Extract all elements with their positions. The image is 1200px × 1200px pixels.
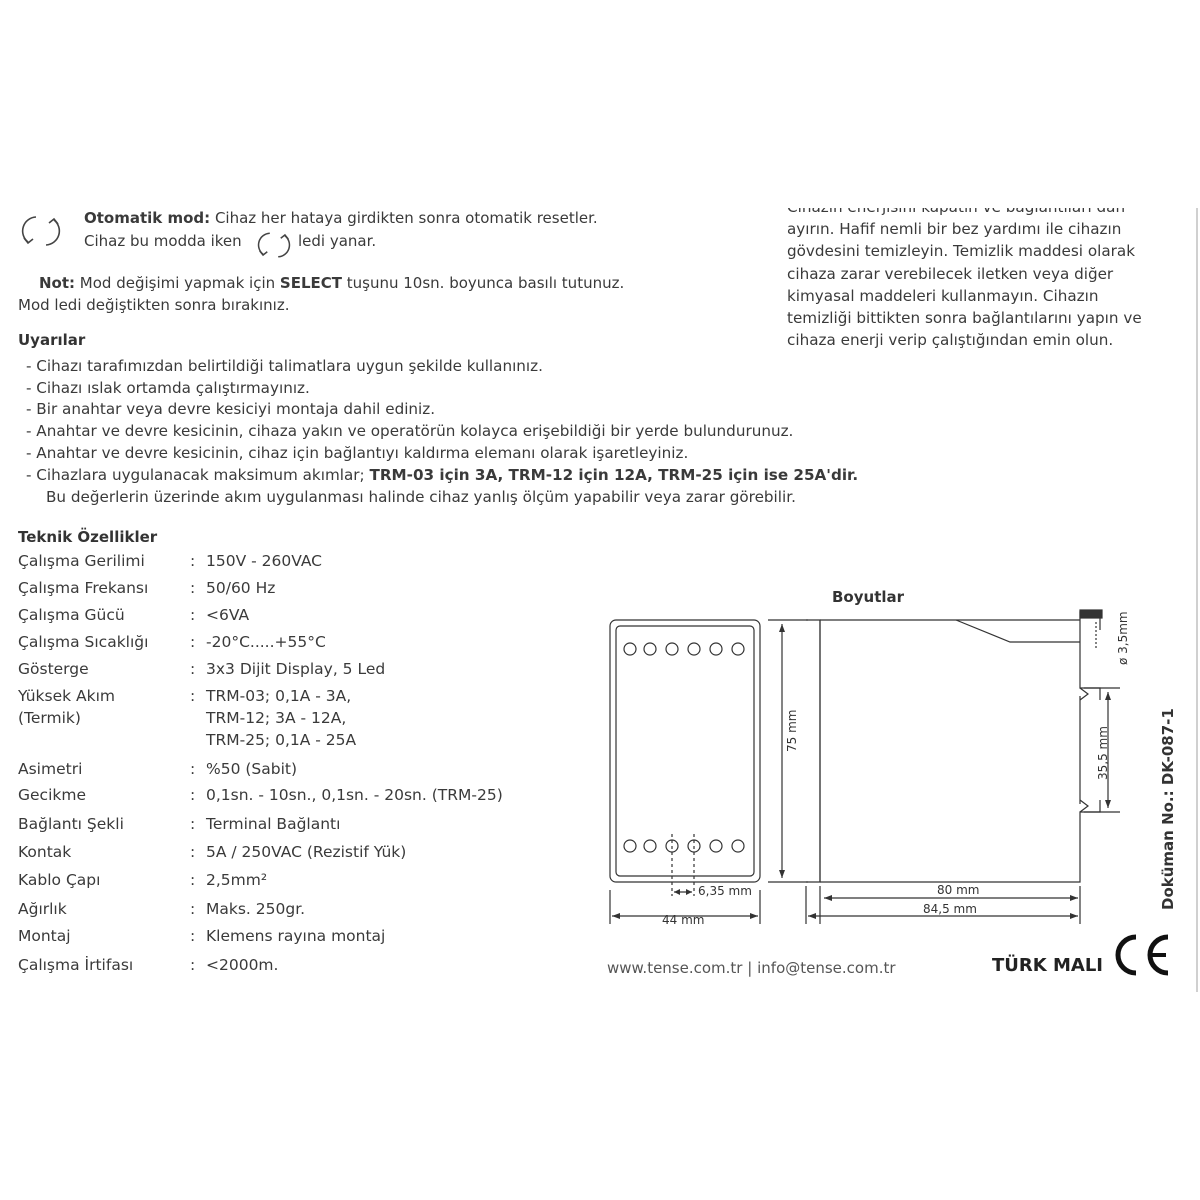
spec-colon: :	[190, 552, 196, 570]
spec-value: 0,1sn. - 10sn., 0,1sn. - 20sn. (TRM-25)	[206, 786, 503, 804]
warning-current-text: - Cihazlara uygulanacak maksimum akımlar;	[26, 466, 370, 484]
warning-item: - Anahtar ve devre kesicinin, cihaz için bağlantıyı kaldırma elemanı olarak işaretleyiniz.	[26, 444, 689, 462]
spec-colon: :	[190, 660, 196, 678]
spec-colon: :	[190, 633, 196, 651]
auto-mode-label: Otomatik mod:	[84, 209, 211, 227]
spec-value: -20°C.....+55°C	[206, 633, 326, 651]
dim-845mm: 84,5 mm	[923, 902, 977, 916]
note-select-key: SELECT	[279, 274, 342, 292]
spec-value: TRM-03; 0,1A - 3A,	[206, 687, 352, 705]
spec-value: <6VA	[206, 606, 250, 624]
dim-75mm: 75 mm	[785, 709, 799, 752]
spec-label: Çalışma Sıcaklığı	[18, 633, 149, 651]
spec-colon: :	[190, 871, 196, 889]
warning-item: - Bir anahtar veya devre kesiciyi montaja dahil ediniz.	[26, 400, 436, 418]
spec-value: Maks. 250gr.	[206, 900, 306, 918]
dimension-drawing	[600, 600, 1200, 940]
dim-44mm: 44 mm	[662, 913, 705, 927]
spec-value-line: TRM-12; 3A - 12A,	[206, 709, 347, 727]
dimensions-title: Boyutlar	[832, 588, 905, 606]
email-link[interactable]: info@tense.com.tr	[757, 959, 896, 977]
dim-35mm: ø 3,5mm	[1116, 611, 1130, 665]
spec-label: Bağlantı Şekli	[18, 815, 124, 833]
spec-colon: :	[190, 927, 196, 945]
auto-led-icon	[254, 229, 294, 261]
spec-colon: :	[190, 900, 196, 918]
spec-value: Klemens rayına montaj	[206, 927, 386, 945]
spec-label: Çalışma İrtifası	[18, 956, 134, 974]
cleaning-line: kimyasal maddeleri kullanmayın. Cihazın	[787, 287, 1099, 305]
auto-reset-icon	[18, 212, 64, 250]
warning-item: - Cihazı tarafımızdan belirtildiği talimatlara uygun şekilde kullanınız.	[26, 357, 543, 375]
note-text1b: tuşunu 10sn. boyunca basılı tutunuz.	[342, 274, 625, 292]
spec-colon: :	[190, 843, 196, 861]
spec-label: Çalışma Gerilimi	[18, 552, 145, 570]
spec-colon: :	[190, 687, 196, 705]
ce-mark-icon	[1112, 933, 1174, 977]
spec-value: 3x3 Dijit Display, 5 Led	[206, 660, 386, 678]
cleaning-line: gövdesini temizleyin. Temizlik maddesi olarak	[787, 242, 1135, 260]
spec-value: Terminal Bağlantı	[206, 815, 341, 833]
warning-item: - Cihazı ıslak ortamda çalıştırmayınız.	[26, 379, 310, 397]
spec-colon: :	[190, 786, 196, 804]
warning-item-continuation: Bu değerlerin üzerinde akım uygulanması halinde cihaz yanlış ölçüm yapabilir veya zarar görebilir.	[46, 488, 796, 506]
dim-355mm: 35,5 mm	[1096, 726, 1110, 780]
auto-mode-text2a: Cihaz bu modda iken	[84, 232, 242, 250]
dim-635mm: 6,35 mm	[698, 884, 752, 898]
footer-separator: |	[747, 959, 753, 977]
front-view-outline	[610, 620, 760, 882]
cleaning-line: temizliği bittikten sonra bağlantılarını yapın ve	[787, 309, 1142, 327]
document-number: Doküman No.: DK-087-1	[1159, 708, 1177, 910]
spec-label: Montaj	[18, 927, 71, 945]
dim-80mm: 80 mm	[937, 883, 980, 897]
warning-item: - Anahtar ve devre kesicinin, cihaza yakın ve operatörün kolayca erişebildiği bir yerde bulundurunuz.	[26, 422, 794, 440]
page-top-mask	[0, 198, 1200, 208]
note-line1	[39, 273, 624, 293]
spec-value-line: TRM-25; 0,1A - 25A	[206, 731, 357, 749]
spec-label: Çalışma Frekansı	[18, 579, 149, 597]
spec-colon: :	[190, 579, 196, 597]
footer-contact	[607, 958, 896, 978]
spec-value: <2000m.	[206, 956, 279, 974]
spec-label: Kablo Çapı	[18, 871, 101, 889]
spec-value: 50/60 Hz	[206, 579, 276, 597]
spec-colon: :	[190, 956, 196, 974]
spec-label-line2: (Termik)	[18, 709, 81, 727]
spec-colon: :	[190, 760, 196, 778]
spec-label: Gösterge	[18, 660, 89, 678]
website-link[interactable]: www.tense.com.tr	[607, 959, 743, 977]
specs-title: Teknik Özellikler	[18, 528, 158, 546]
warning-current-limits: TRM-03 için 3A, TRM-12 için 12A, TRM-25 için ise 25A'dir.	[369, 466, 859, 484]
spec-value: 2,5mm²	[206, 871, 268, 889]
spec-value: 150V - 260VAC	[206, 552, 322, 570]
spec-label: Yüksek Akım	[18, 687, 115, 705]
warnings-title: Uyarılar	[18, 331, 86, 349]
cleaning-line: ayırın. Hafif nemli bir bez yardımı ile cihazın	[787, 220, 1122, 238]
note-line2: Mod ledi değiştikten sonra bırakınız.	[18, 296, 290, 314]
spec-label: Asimetri	[18, 760, 83, 778]
spec-colon: :	[190, 606, 196, 624]
spec-label: Ağırlık	[18, 900, 67, 918]
spec-label: Gecikme	[18, 786, 86, 804]
cleaning-line: cihaza enerji verip çalıştığından emin olun.	[787, 331, 1114, 349]
note-text1a: Mod değişimi yapmak için	[75, 274, 280, 292]
spec-value: %50 (Sabit)	[206, 760, 298, 778]
auto-mode-text1: Cihaz her hataya girdikten sonra otomatik resetler.	[210, 209, 598, 227]
made-in-label: TÜRK MALI	[992, 955, 1103, 976]
spec-colon: :	[190, 815, 196, 833]
warning-item-current	[26, 466, 858, 484]
spec-value: 5A / 250VAC (Rezistif Yük)	[206, 843, 407, 861]
auto-mode-line1	[84, 208, 598, 228]
spec-label: Kontak	[18, 843, 72, 861]
cleaning-line: cihaza zarar verebilecek iletken veya diğer	[787, 265, 1114, 283]
note-label: Not:	[39, 274, 76, 292]
auto-mode-text2b: ledi yanar.	[298, 232, 377, 250]
spec-label: Çalışma Gücü	[18, 606, 125, 624]
